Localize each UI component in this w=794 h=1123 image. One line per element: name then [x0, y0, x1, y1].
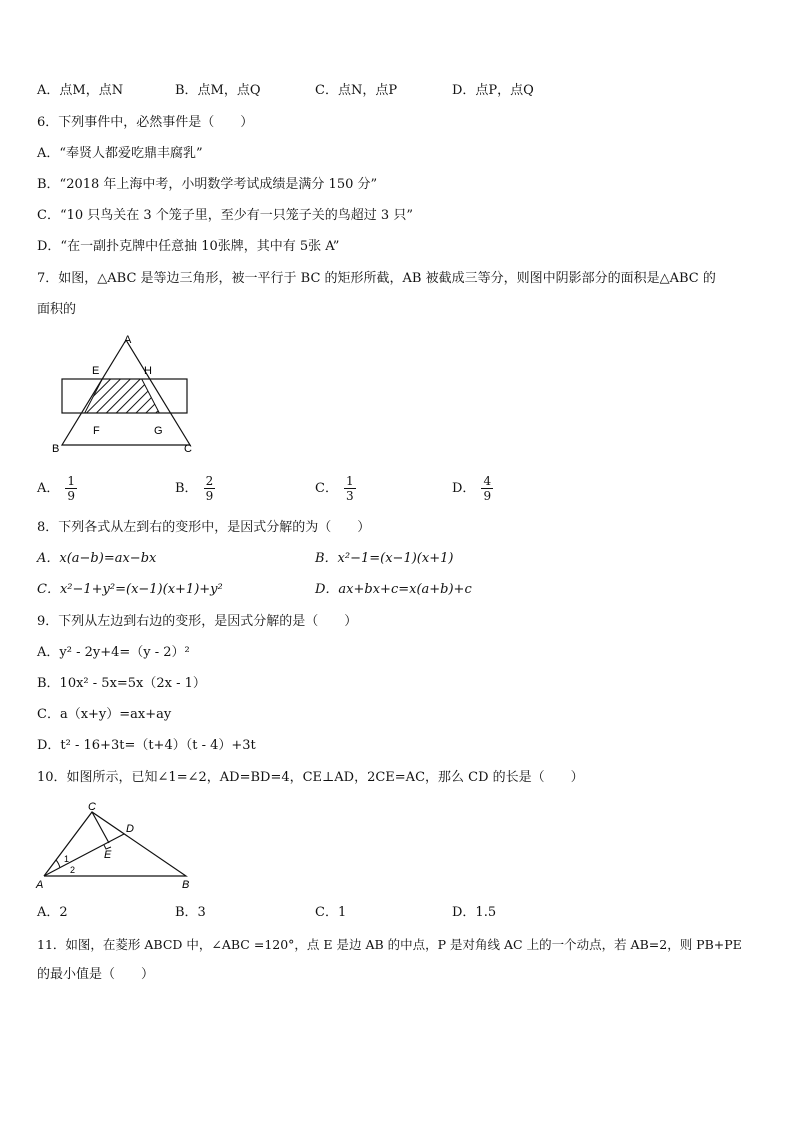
- q8-option-b: B．x²−1=(x−1)(x+1): [315, 551, 454, 566]
- q5-option-a: A．点M，点N: [37, 83, 124, 98]
- q10-option-b: B．3: [175, 905, 206, 920]
- q5-option-b: B．点M，点Q: [175, 83, 261, 98]
- q10-label-a: A: [36, 879, 44, 891]
- q10-triangle: [44, 812, 186, 876]
- q7-option-b: B． $\frac{2}{9}$: [175, 474, 214, 503]
- q10-label-d: D: [126, 823, 134, 835]
- q9-stem: 9．下列从左边到右边的变形，是因式分解的是（ ）: [37, 614, 358, 629]
- q7-label-f: F: [93, 425, 100, 437]
- q9-option-b: B．10x² - 5x=5x（2x - 1）: [37, 676, 206, 691]
- q6-stem: 6．下列事件中，必然事件是（ ）: [37, 115, 254, 130]
- q10-option-d: D．1.5: [452, 905, 497, 920]
- q8-option-d: D．ax+bx+c=x(a+b)+c: [315, 582, 472, 597]
- q9-option-d: D．t² - 16+3t=（t+4）（t - 4）+3t: [37, 738, 256, 753]
- q10-stem: 10．如图所示，已知∠1=∠2，AD=BD=4，CE⊥AD，2CE=AC，那么 CD 的长是（ ）: [37, 770, 584, 785]
- q7-fraction-a: $\frac{1}{9}$: [67, 474, 76, 503]
- q6-option-d: D．“在一副扑克牌中任意抽 10张牌，其中有 5张 A”: [37, 239, 340, 254]
- q9-option-c: C．a（x+y）=ax+ay: [37, 707, 172, 722]
- q10-segment-ce: [92, 812, 109, 843]
- q10-label-angle-2: 2: [70, 865, 76, 875]
- q7-label-h: H: [144, 365, 152, 377]
- q6-option-b: B．“2018 年上海中考，小明数学考试成绩是满分 150 分”: [37, 177, 378, 192]
- q7-label-e: E: [92, 365, 100, 377]
- q6-option-c: C．“10 只鸟关在 3 个笼子里，至少有一只笼子关的鸟超过 3 只”: [37, 208, 413, 223]
- q7-fraction-c: $\frac{1}{3}$: [345, 474, 354, 503]
- q8-option-c: C．x²−1+y²=(x−1)(x+1)+y²: [37, 582, 223, 597]
- q5-option-d: D．点P，点Q: [452, 83, 534, 98]
- q9-option-a: A．y² - 2y+4=（y - 2）²: [37, 645, 190, 660]
- q10-option-c: C．1: [315, 905, 347, 920]
- q7-fraction-d: $\frac{4}{9}$: [483, 474, 492, 503]
- q10-triangle-figure: [34, 798, 204, 892]
- q10-label-b: B: [182, 879, 190, 891]
- q10-angle-arc: [56, 860, 60, 868]
- q10-option-a: A．2: [37, 905, 68, 920]
- q7-stem-line2: 面积的: [37, 302, 77, 317]
- q7-label-b: B: [52, 443, 60, 455]
- q11-stem-line2: 的最小值是（ ）: [37, 967, 155, 982]
- q7-option-c: C． $\frac{1}{3}$: [315, 474, 354, 503]
- q8-option-a: A．x(a−b)=ax−bx: [37, 551, 157, 566]
- q7-option-a: A． $\frac{1}{9}$: [37, 474, 76, 503]
- q7-stem-line1: 7．如图，△ABC 是等边三角形，被一平行于 BC 的矩形所截，AB 被截成三等分，则图中阴影部分的面积是△ABC 的: [37, 271, 716, 286]
- q11-stem-line1: 11．如图，在菱形 ABCD 中，∠ABC =120°，点 E 是边 AB 的中点，P 是对角线 AC 上的一个动点，若 AB=2，则 PB+PE: [37, 937, 742, 952]
- q7-label-g: G: [154, 425, 163, 437]
- q8-stem: 8．下列各式从左到右的变形中，是因式分解的为（ ）: [37, 520, 371, 535]
- q6-option-a: A．“奉贤人都爱吃鼎丰腐乳”: [37, 146, 203, 161]
- q10-label-angle-1: 1: [64, 854, 70, 864]
- q10-label-e: E: [104, 849, 112, 861]
- q5-option-c: C．点N，点P: [315, 83, 398, 98]
- q10-label-c: C: [88, 801, 96, 813]
- q7-label-a: A: [124, 334, 132, 346]
- q7-label-c: C: [184, 443, 192, 455]
- q7-shaded-region: [85, 379, 160, 413]
- q7-option-d: D． $\frac{4}{9}$: [452, 474, 492, 503]
- q7-fraction-b: $\frac{2}{9}$: [205, 474, 214, 503]
- q7-triangle-figure: [48, 332, 198, 460]
- q10-segment-ad: [44, 834, 124, 876]
